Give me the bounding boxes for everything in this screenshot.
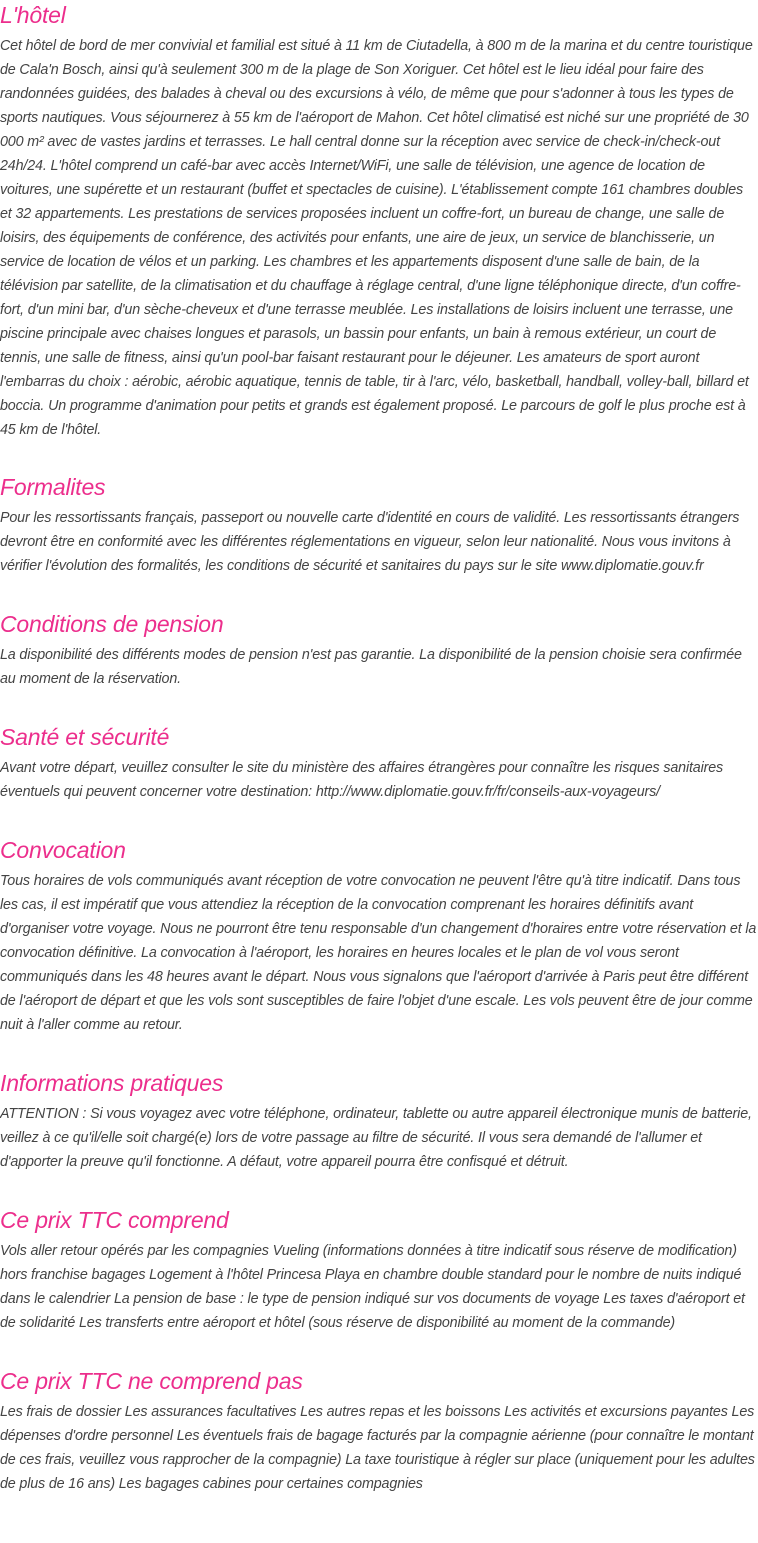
section-body: Avant votre départ, veuillez consulter le site du ministère des affaires étrangères pour connaître les risques sanitaires éventuels qui peuvent concerner votre destination: http://www.diplomatie.gouv.fr/fr/conseils-aux-voyageurs/: [0, 760, 724, 800]
section-sante-securite: [0, 722, 758, 804]
section-body: ATTENTION : Si vous voyagez avec votre téléphone, ordinateur, tablette ou autre appareil électronique munis de batterie, veillez à ce qu'il/elle soit chargé(e) lors de votre passage au filtre de sécurité. Il vous sera demandé de l'allumer et d'apporter la preuve qu'il fonctionne. A défaut, votre appareil pourra être confisqué et détruit.: [0, 1106, 752, 1170]
section-title: Formalites: [0, 474, 106, 500]
section-title: Conditions de pension: [0, 611, 224, 637]
section-title: Informations pratiques: [0, 1070, 224, 1096]
section-title: Ce prix TTC ne comprend pas: [0, 1368, 303, 1394]
section-informations-pratiques: [0, 1068, 758, 1174]
section-prix-ne-comprend-pas: [0, 1366, 758, 1496]
section-body: Cet hôtel de bord de mer convivial et familial est situé à 11 km de Ciutadella, à 800 m de la marina et du centre touristique de Cala'n Bosch, ainsi qu'à seulement 300 m de la plage de Son Xoriguer. Cet hôtel est le lieu idéal pour faire des randonnées guidées, des balades à cheval ou des excursions à vélo, de même que pour s'adonner à tous les types de sports nautiques. Vous séjournerez à 55 km de l'aéroport de Mahon. Cet hôtel climatisé est niché sur une propriété de 30 000 m² avec de vastes jardins et terrasses. Le hall central donne sur la réception avec service de check-in/check-out 24h/24. L'hôtel comprend un café-bar avec accès Internet/WiFi, une salle de télévision, une agence de location de voitures, une supérette et un restaurant (buffet et spectacles de cuisine). L'établissement compte 161 chambres doubles et 32 appartements. Les prestations de services proposées incluent un coffre-fort, un bureau de change, une salle de loisirs, des équipements de conférence, des activités pour enfants, une aire de jeux, un service de blanchisserie, un service de location de vélos et un parking. Les chambres et les appartements disposent d'une salle de bain, de la télévision par satellite, de la climatisation et du chauffage à réglage central, d'une ligne téléphonique directe, d'un coffre-fort, d'un mini bar, d'un sèche-cheveux et d'une terrasse meublée. Les installations de loisirs incluent une terrasse, une piscine principale avec chaises longues et parasols, un bassin pour enfants, un bain à remous extérieur, un court de tennis, une salle de fitness, ainsi qu'un pool-bar faisant restaurant pour le déjeuner. Les amateurs de sport auront l'embarras du choix : aérobic, aérobic aquatique, tennis de table, tir à l'arc, vélo, basketball, handball, volley-ball, billard et boccia. Un programme d'animation pour petits et grands est également proposé. Le parcours de golf le plus proche est à 45 km de l'hôtel.: [0, 38, 753, 438]
section-hotel: [0, 0, 758, 442]
section-body: La disponibilité des différents modes de pension n'est pas garantie. La disponibilité de la pension choisie sera confirmée au moment de la réservation.: [0, 647, 742, 687]
section-body: Les frais de dossier Les assurances facultatives Les autres repas et les boissons Les activités et excursions payantes Les dépenses d'ordre personnel Les éventuels frais de bagage facturés par la compagnie aérienne (pour connaître le montant de ces frais, veuillez vous rapprocher de la compagnie) La taxe touristique à régler sur place (uniquement pour les adultes de plus de 16 ans) Les bagages cabines pour certaines compagnies: [0, 1404, 755, 1492]
section-prix-comprend: [0, 1205, 758, 1335]
section-conditions-pension: [0, 609, 758, 691]
section-title: Ce prix TTC comprend: [0, 1207, 229, 1233]
section-title: L'hôtel: [0, 2, 66, 28]
section-title: Santé et sécurité: [0, 724, 170, 750]
section-title: Convocation: [0, 837, 126, 863]
section-formalites: [0, 472, 758, 578]
section-body: Vols aller retour opérés par les compagnies Vueling (informations données à titre indicatif sous réserve de modification) hors franchise bagages Logement à l'hôtel Princesa Playa en chambre double standard pour le nombre de nuits indiqué dans le calendrier La pension de base : le type de pension indiqué sur vos documents de voyage Les taxes d'aéroport et de solidarité Les transferts entre aéroport et hôtel (sous réserve de disponibilité au moment de la commande): [0, 1243, 745, 1331]
section-body: Pour les ressortissants français, passeport ou nouvelle carte d'identité en cours de validité. Les ressortissants étrangers devront être en conformité avec les différentes réglementations en vigueur, selon leur nationalité. Nous vous invitons à vérifier l'évolution des formalités, les conditions de sécurité et sanitaires du pays sur le site www.diplomatie.gouv.fr: [0, 510, 740, 574]
section-body: Tous horaires de vols communiqués avant réception de votre convocation ne peuvent l'être qu'à titre indicatif. Dans tous les cas, il est impératif que vous attendiez la réception de la convocation comprenant les horaires définitifs avant d'organiser votre voyage. Nous ne pourront être tenu responsable d'un changement d'horaires entre votre réservation et la convocation définitive. La convocation à l'aéroport, les horaires en heures locales et le plan de vol vous seront communiqués dans les 48 heures avant le départ. Nous vous signalons que l'aéroport d'arrivée à Paris peut être différent de l'aéroport de départ et que les vols sont susceptibles de faire l'objet d'une escale. Les vols peuvent être de jour comme nuit à l'aller comme au retour.: [0, 873, 757, 1033]
section-convocation: [0, 835, 758, 1037]
